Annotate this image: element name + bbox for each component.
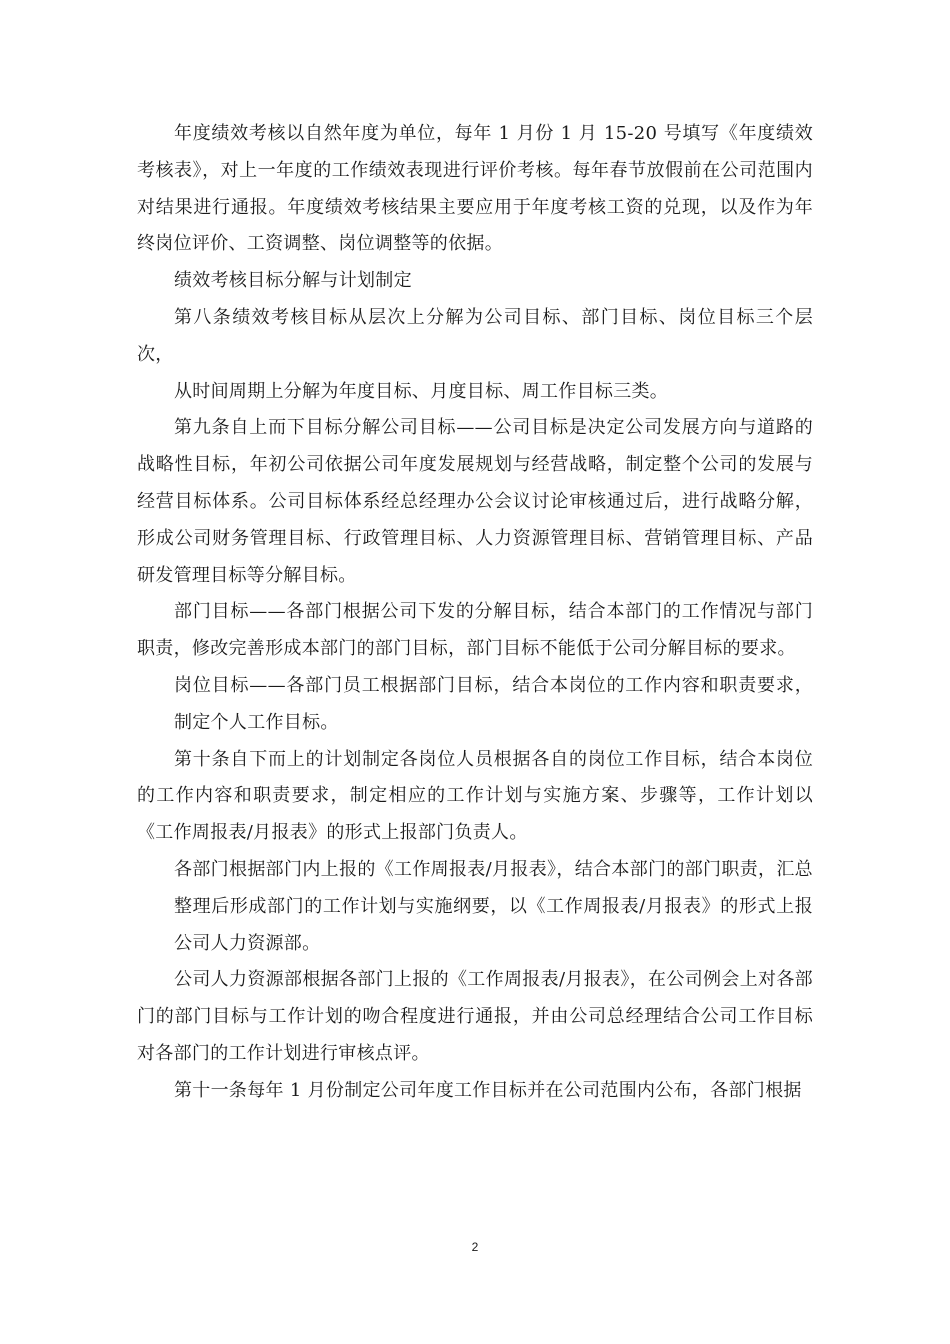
paragraph-department-plan: 各部门根据部门内上报的《工作周报表/月报表》，结合本部门的部门职责，汇总整理后形成部门的工作计划与实施纲要，以《工作周报表/月报表》的形式上报公司人力资源部。 [174, 858, 813, 954]
paragraph-position-goals: 岗位目标——各部门员工根据部门目标，结合本岗位的工作内容和职责要求，制定个人工作目标。 [174, 674, 813, 733]
document-body [137, 116, 813, 1110]
paragraph-article-11: 第十一条每年 1 月份制定公司年度工作目标并在公司范围内公布，各部门根据 [174, 1079, 802, 1101]
paragraph-article-8: 第八条绩效考核目标从层次上分解为公司目标、部门目标、岗位目标三个层次， [137, 306, 813, 365]
paragraph-department-goals: 部门目标——各部门根据公司下发的分解目标，结合本部门的工作情况与部门职责，修改完善形成本部门的部门目标，部门目标不能低于公司分解目标的要求。 [137, 601, 813, 660]
section-heading: 绩效考核目标分解与计划制定 [174, 270, 412, 292]
paragraph-article-10: 第十条自下而上的计划制定各岗位人员根据各自的岗位工作目标，结合本岗位的工作内容和职责要求，制定相应的工作计划与实施方案、步骤等，工作计划以《工作周报表/月报表》的形式上报部门负责人。 [137, 748, 813, 844]
paragraph-article-9: 第九条自上而下目标分解公司目标——公司目标是决定公司发展方向与道路的战略性目标，年初公司依据公司年度发展规划与经营战略，制定整个公司的发展与经营目标体系。公司目标体系经总经理办公会议讨论审核通过后，进行战略分解，形成公司财务管理目标、行政管理目标、人力资源管理目标、营销管理目标、产品研发管理目标等分解目标。 [137, 417, 813, 586]
paragraph-time-period: 从时间周期上分解为年度目标、月度目标、周工作目标三类。 [174, 380, 669, 402]
paragraph-annual-review: 年度绩效考核以自然年度为单位，每年 1 月份 1 月 15-20 号填写《年度绩效考核表》，对上一年度的工作绩效表现进行评价考核。每年春节放假前在公司范围内对结果进行通报。年度绩效考核结果主要应用于年度考核工资的兑现，以及作为年终岗位评价、工资调整、岗位调整等的依据。 [137, 123, 813, 255]
paragraph-hr-review: 公司人力资源部根据各部门上报的《工作周报表/月报表》，在公司例会上对各部门的部门目标与工作计划的吻合程度进行通报，并由公司总经理结合公司工作目标对各部门的工作计划进行审核点评。 [137, 969, 813, 1064]
page-number: 2 [471, 1240, 479, 1254]
